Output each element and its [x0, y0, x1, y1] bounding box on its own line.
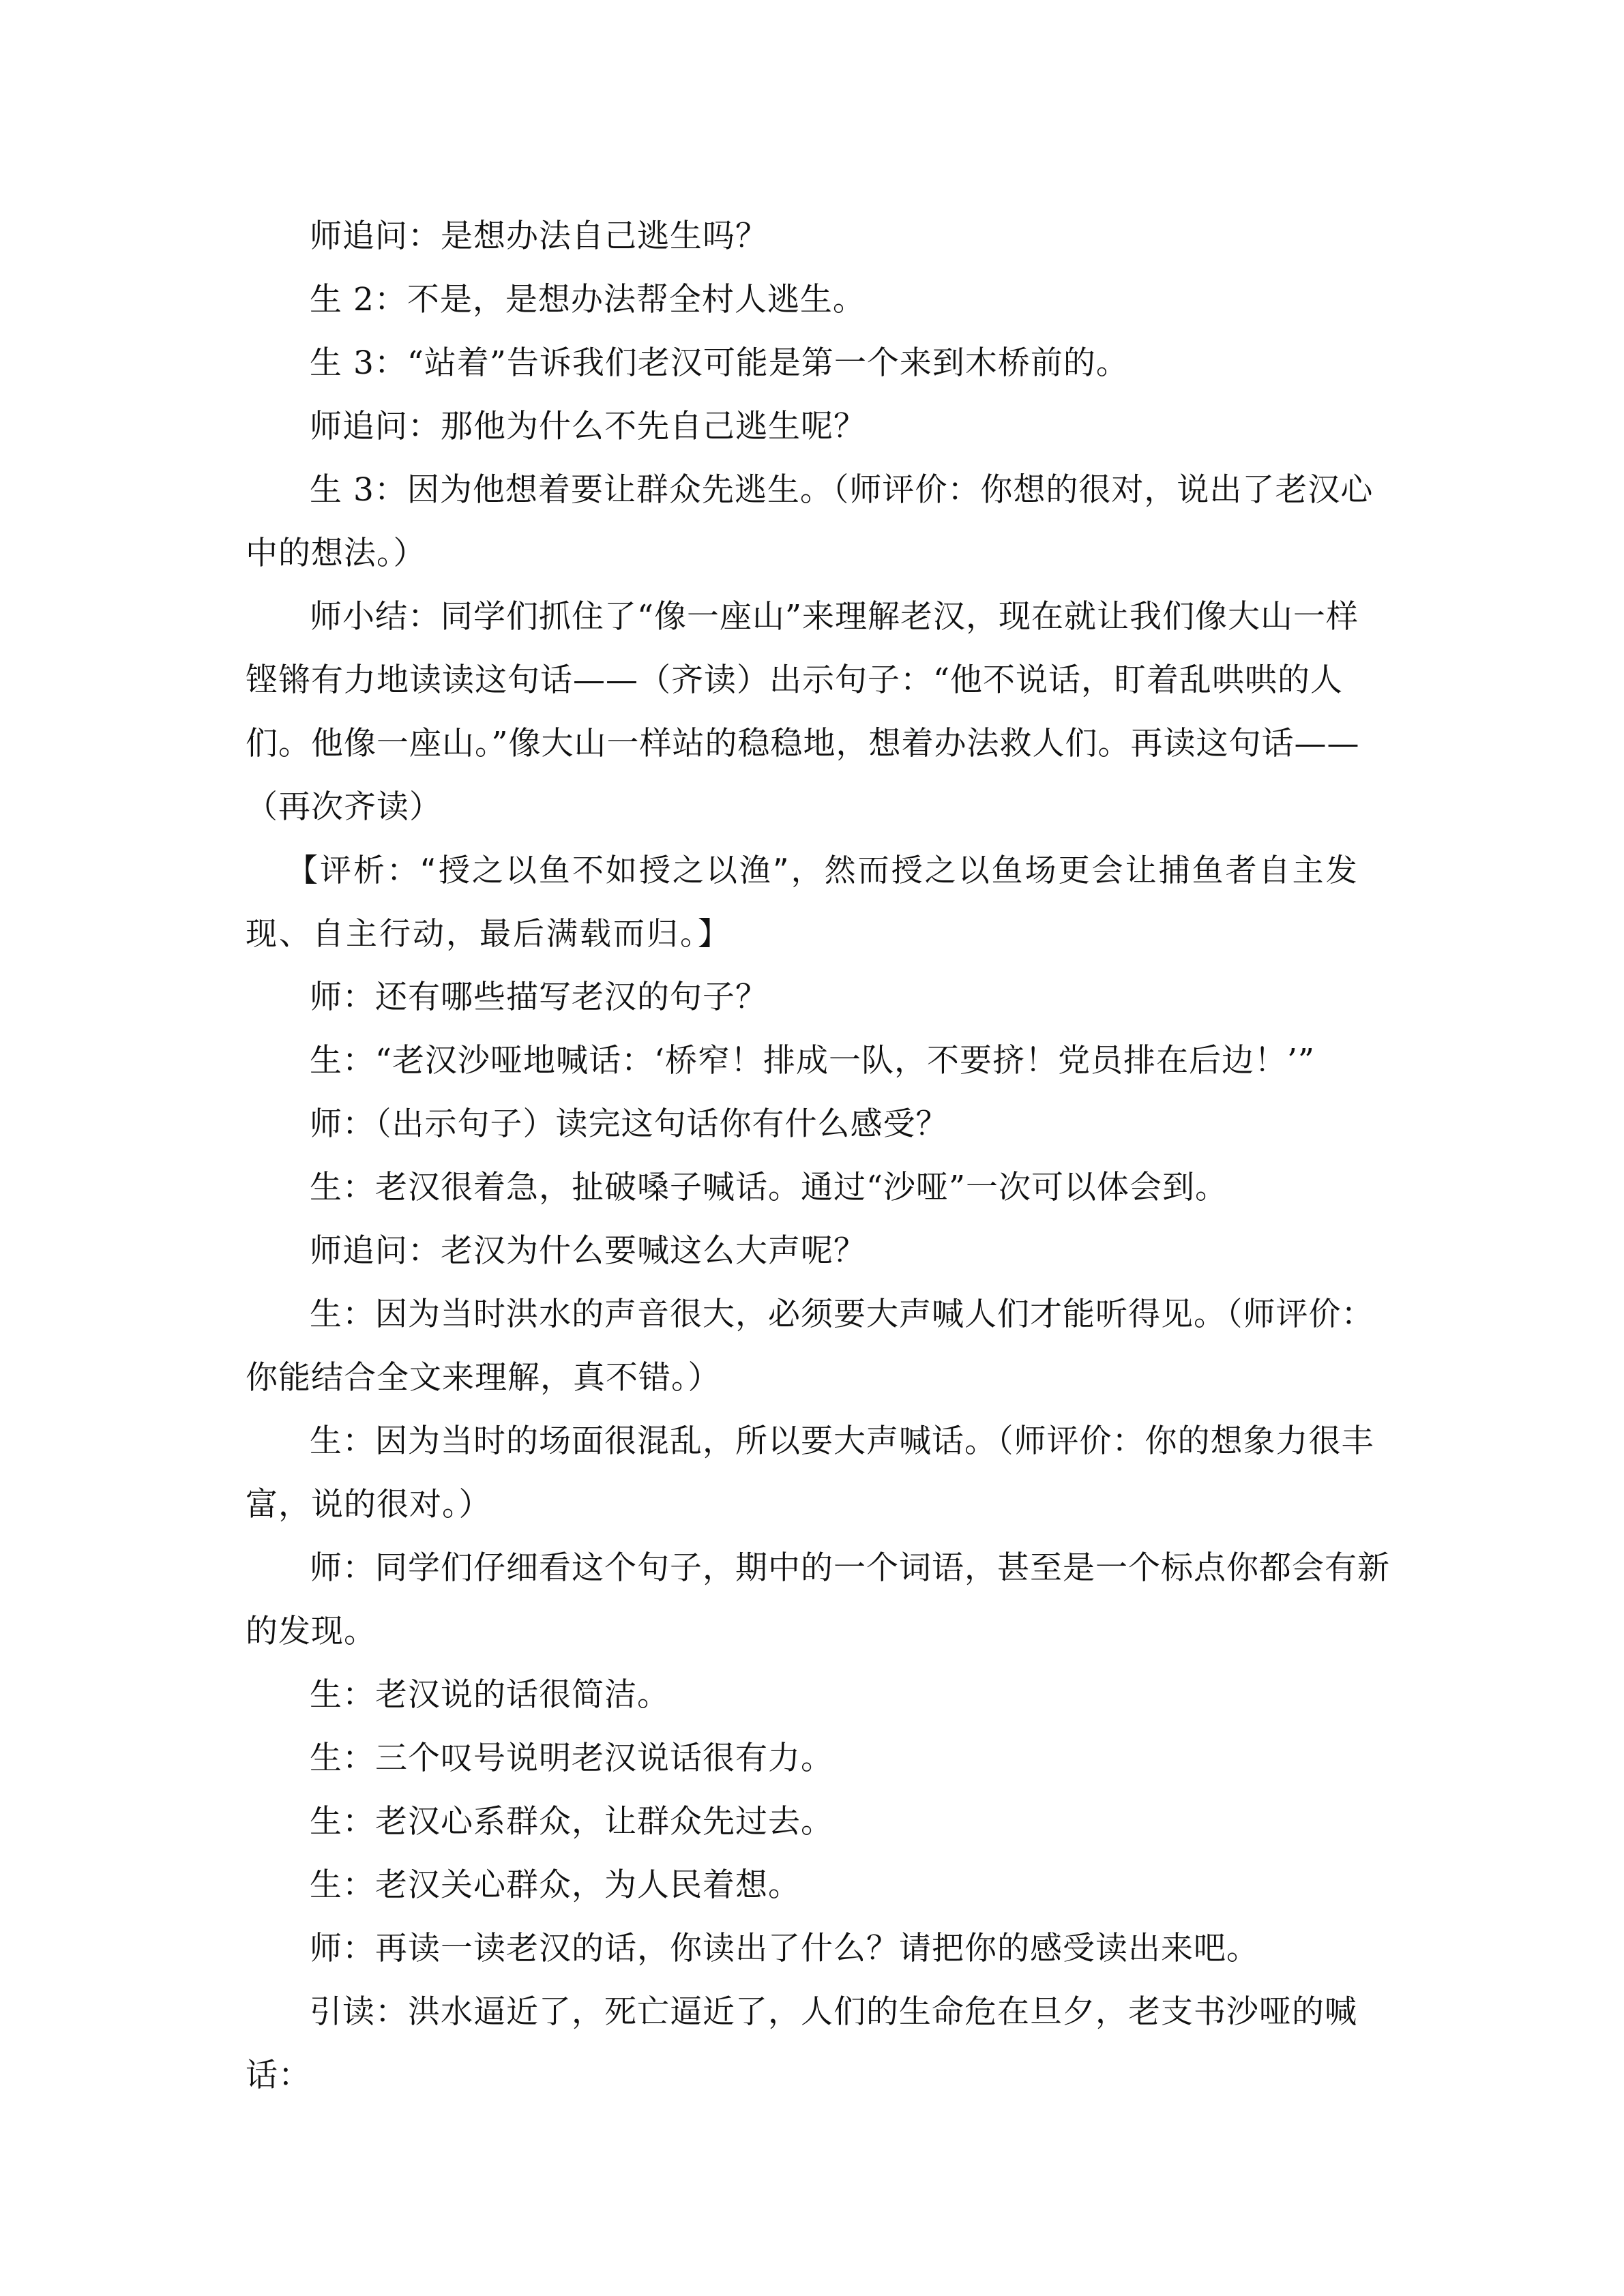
- commentary-paragraph: 【评析：“授之以鱼不如授之以渔”，然而授之以鱼场更会让捕鱼者自主发现、自主行动，最后满载而归。】: [246, 852, 1359, 952]
- paragraph-20: 师：再读一读老汉的话，你读出了什么？请把你的感受读出来吧。: [310, 1930, 1259, 1967]
- paragraph-5: 生 3：因为他想着要让群众先逃生。（师评价：你想的很对，说出了老汉心中的想法。）: [246, 471, 1374, 572]
- paragraph-8: 师：还有哪些描写老汉的句子？: [310, 979, 768, 1016]
- paragraph-19: 生：老汉关心群众，为人民着想。: [310, 1866, 801, 1904]
- paragraph-12: 师追问：老汉为什么要喊这么大声呢？: [310, 1232, 866, 1270]
- paragraph-4: 师追问：那他为什么不先自己逃生呢？: [310, 408, 866, 445]
- paragraph-16: 生：老汉说的话很简洁。: [310, 1676, 670, 1714]
- paragraph-21: 引读：洪水逼近了，死亡逼近了，人们的生命危在旦夕，老支书沙哑的喊话：: [246, 1993, 1357, 2094]
- paragraph-3: 生 3：“站着”告诉我们老汉可能是第一个来到木桥前的。: [310, 344, 1129, 382]
- paragraph-1: 师追问：是想办法自己逃生吗？: [310, 218, 768, 255]
- paragraph-18: 生：老汉心系群众，让群众先过去。: [310, 1803, 833, 1840]
- document-page: [246, 205, 1391, 2107]
- paragraph-11: 生：老汉很着急，扯破嗓子喊话。通过“沙哑”一次可以体会到。: [310, 1169, 1228, 1206]
- paragraph-2: 生 2：不是，是想办法帮全村人逃生。: [310, 281, 866, 318]
- paragraph-9: 生：“老汉沙哑地喊话：‘桥窄！排成一队，不要挤！党员排在后边！’”: [310, 1042, 1315, 1079]
- paragraph-17: 生：三个叹号说明老汉说话很有力。: [310, 1740, 833, 1777]
- paragraph-6: 师小结：同学们抓住了“像一座山”来理解老汉，现在就让我们像大山一样铿锵有力地读读这句话——（齐读）出示句子：“他不说话，盯着乱哄哄的人们。他像一座山。”像大山一样站的稳稳地，想着办法救人们。再读这句话——（再次齐读）: [246, 598, 1360, 826]
- paragraph-14: 生：因为当时的场面很混乱，所以要大声喊话。（师评价：你的想象力很丰富，说的很对。）: [246, 1422, 1374, 1523]
- paragraph-15: 师：同学们仔细看这个句子，期中的一个词语，甚至是一个标点你都会有新的发现。: [246, 1549, 1390, 1650]
- paragraph-10: 师：（出示句子）读完这句话你有什么感受？: [310, 1105, 949, 1143]
- paragraph-13: 生：因为当时洪水的声音很大，必须要大声喊人们才能听得见。（师评价：你能结合全文来理解，真不错。）: [246, 1296, 1374, 1397]
